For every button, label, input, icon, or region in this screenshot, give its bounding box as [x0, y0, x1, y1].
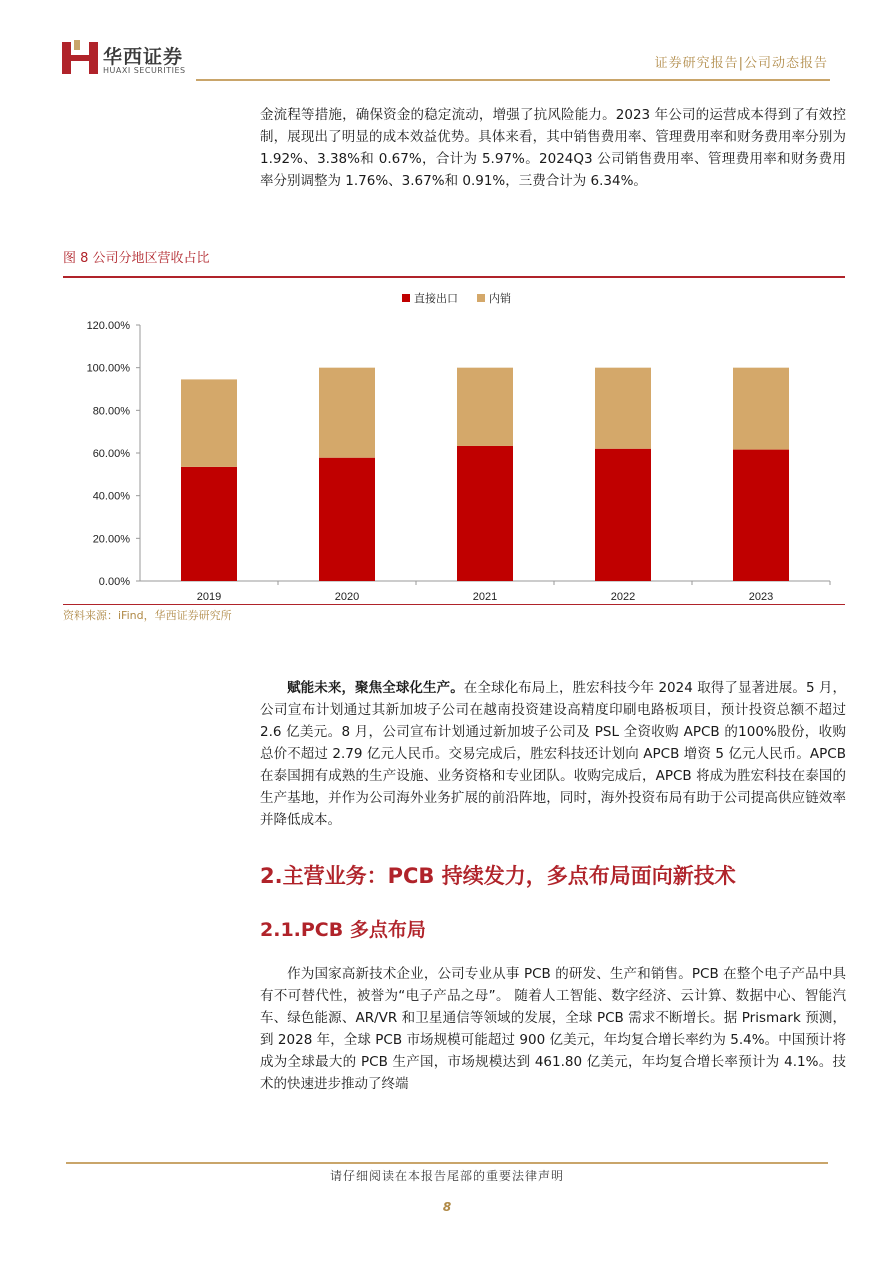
page-number: 8 [442, 1200, 452, 1214]
paragraph-lead: 赋能未来，聚焦全球化生产。 [287, 680, 464, 696]
y-tick-label: 60.00% [92, 448, 130, 460]
y-tick-label: 20.00% [92, 533, 130, 546]
bar-domestic-2021 [457, 368, 513, 446]
subsection-heading: 2.1.PCB 多点布局 [260, 919, 426, 941]
y-tick-label: 40.00% [92, 490, 130, 503]
y-tick-label: 120.00% [86, 320, 130, 332]
x-tick-label: 2021 [472, 591, 498, 603]
figure-bottom-rule [63, 604, 845, 605]
legend-label: 内销 [489, 292, 511, 305]
body-paragraph-2 [260, 677, 846, 831]
paragraph-body: 在全球化布局上，胜宏科技今年 2024 取得了显著进展。5 月，公司宣布计划通过其新加坡子公司在越南投资建设高精度印刷电路板项目，预计投资总额不超过 2.6 亿美元。8 月，公司宣布计划通过新加坡子公司及 PSL 全资收购 APCB 的100%股份，收购总价不超过 2.79 亿元人民币。交易完成后，胜宏科技还计划向 APCB 增资 5 亿元人民币。APCB 在泰国拥有成熟的生产设施、业务资格和专业团队。收购完成后，APCB 将成为胜宏科技在泰国的生产基地，并作为公司海外业务扩展的前沿阵地，同时，海外投资布局有助于公司提高供应链效率并降低成本。 [260, 680, 847, 828]
bar-export-2023 [733, 450, 789, 581]
report-type-label: 证券研究报告|公司动态报告 [654, 56, 828, 71]
x-tick-label: 2019 [196, 591, 222, 603]
figure-caption: 图 8 公司分地区营收占比 [63, 251, 210, 266]
figure-top-rule [63, 276, 845, 278]
paragraph-body: 作为国家高新技术企业，公司专业从事 PCB 的研发、生产和销售。PCB 在整个电子产品中具有不可替代性，被誉为“电子产品之母”。 随着人工智能、数字经济、云计算、数据中心、智能汽车、绿色能源、AR/VR 和卫星通信等领域的发展，全球 PCB 需求不断增长。据 Prismark 预测，到 2028 年，全球 PCB 市场规模可能超过 900 亿美元，年均复合增长率约为 5.4%。中国预计将成为全球最大的 PCB 生产国，市场规模达到 461.80 亿美元，年均复合增长率预计为 4.1%。技术的快速进步推动了终端 [260, 966, 846, 1092]
body-paragraph-1: 金流程等措施，确保资金的稳定流动，增强了抗风险能力。2023 年公司的运营成本得到了有效控制，展现出了明显的成本效益优势。具体来看，其中销售费用率、管理费用率和财务费用率分别为 1.92%、3.38%和 0.67%，合计为 5.97%。2024Q3 公司销售费用率、管理费用率和财务费用率分别调整为 1.76%、3.67%和 0.91%，三费合计为 6.34%。 [260, 107, 846, 189]
bar-domestic-2020 [319, 368, 375, 458]
header-divider [196, 79, 830, 81]
legal-notice: 请仔细阅读在本报告尾部的重要法律声明 [329, 1169, 564, 1183]
brand-name-en: HUAXI SECURITIES [103, 66, 186, 75]
figure-source: 资料来源：iFind，华西证券研究所 [63, 609, 232, 622]
brand-name-cn: 华西证券 [103, 46, 184, 68]
x-tick-label: 2023 [748, 591, 774, 603]
bar-domestic-2022 [595, 368, 651, 449]
footer-divider [66, 1162, 828, 1164]
bar-export-2021 [457, 446, 513, 581]
body-paragraph-3 [260, 963, 846, 1095]
bar-export-2020 [319, 458, 375, 581]
y-tick-label: 0.00% [98, 576, 130, 588]
x-tick-label: 2022 [610, 591, 636, 603]
legend-swatch-domestic [477, 294, 485, 302]
bar-export-2019 [181, 467, 237, 581]
revenue-region-chart [63, 280, 845, 604]
section-heading: 2.主营业务：PCB 持续发力，多点布局面向新技术 [260, 864, 736, 888]
y-tick-label: 80.00% [92, 405, 130, 418]
huaxi-logo-icon [62, 40, 98, 76]
bar-domestic-2023 [733, 368, 789, 450]
bar-domestic-2019 [181, 379, 237, 466]
bar-export-2022 [595, 449, 651, 581]
legend-label: 直接出口 [414, 292, 458, 305]
y-tick-label: 100.00% [86, 362, 130, 375]
legend-swatch-export [402, 294, 410, 302]
x-tick-label: 2020 [334, 591, 360, 603]
